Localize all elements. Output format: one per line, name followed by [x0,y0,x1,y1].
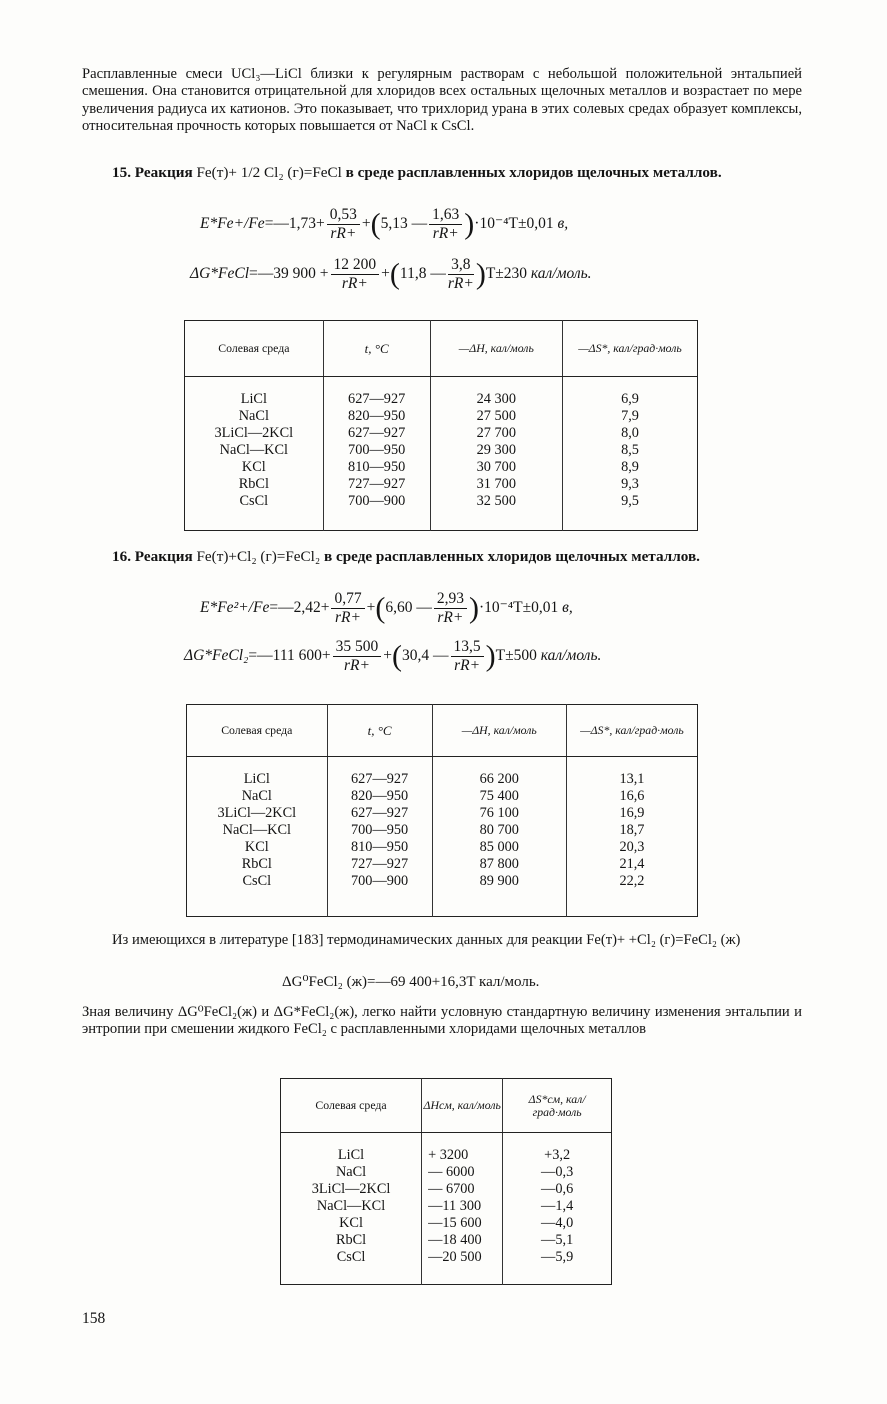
table-cell: 32 500 [476,493,516,509]
table-cell: 27 500 [476,408,516,424]
eq-frac-num: 0,77 [331,590,364,609]
eq-frac-den: rR+ [343,657,370,674]
section16-title-prefix: Реакция [134,548,193,565]
column-medium [185,377,324,531]
column-temp [327,757,432,917]
eq-mid: 6,60 — [385,599,432,617]
table-cell: NaCl [335,1164,367,1180]
eq-tail: ·10⁻⁴T±0,01 [474,215,554,233]
table-cell: NaCl [241,788,272,804]
table-section15 [184,320,698,531]
table-cell: 820—950 [348,408,406,424]
section16-title-suffix: в среде расплавленных хлоридов щелочных металлов. [323,548,700,565]
table-cell: 31 700 [476,476,516,492]
table-cell: 80 700 [479,822,519,838]
table-cell: —0,3 [541,1164,574,1180]
eq-frac-den: rR+ [454,657,481,674]
table-cell: RbCl [241,856,272,872]
eq-frac-den: rR+ [341,275,368,292]
table-cell: 29 300 [476,442,516,458]
table-cell: —5,1 [541,1232,574,1248]
table-cell: 87 800 [479,856,519,872]
table-cell: —18 400 [428,1232,482,1248]
table-cell: — 6000 [428,1164,475,1180]
table-cell: 76 100 [479,805,519,821]
column-temp [323,377,430,531]
literature-paragraph: Из имеющихся в литературе [183] термодинамических данных для реакции Fe(т)+ +Cl₂ (г)=FeCl₂ (ж) [112,932,741,948]
table-cell: 700—900 [348,493,406,509]
section16-heading [82,548,802,567]
column-dh-mix [422,1133,503,1285]
eq-lhs: E*Fe²+/Fe [200,599,270,617]
table-cell: 8,5 [621,442,639,458]
table-cell: 89 900 [479,873,519,889]
table-cell: 727—927 [348,476,406,492]
table-cell: —1,4 [541,1198,574,1214]
section16-number: 16. [112,548,131,565]
eq-frac-den: rR+ [432,225,459,242]
table-cell: — 6700 [428,1181,475,1197]
col-header-dh-mix: ΔHсм, кал/моль [422,1079,503,1133]
table-cell: NaCl—KCl [219,442,288,458]
intro-paragraph: Расплавленные смеси UCl₃—LiCl близки к регулярным растворам с небольшой положительной энтальпией смешения. Она становится отрицательной для хлоридов всех остальных щелочных металлов и возрастает по мере увеличения радиуса их катионов. Это показывает, что трихлорид урана в этих солевых средах образует комплексы, относительная прочность которых повышается от NaCl к CsCl. [82,66,802,135]
table-cell: 627—927 [351,805,409,821]
table-cell: 3LiCl—2KCl [217,805,297,821]
section15-title-prefix: Реакция [134,164,193,181]
eq-frac-num: 12 200 [331,256,380,275]
section15-reaction: Fe(т)+ 1/2 Cl₂ (г)=FeCl [196,164,342,181]
column-medium [187,757,328,917]
col-header-dh: —ΔH, кал/моль [430,321,562,377]
eq-unit: в, [562,599,573,617]
table-cell: —5,9 [541,1249,574,1265]
table-cell: 22,2 [619,873,645,889]
column-ds-mix [503,1133,612,1285]
eq-tail: T±500 [495,647,537,665]
table-cell: 21,4 [619,856,645,872]
table-cell: 8,9 [621,459,639,475]
column-dh [430,377,562,531]
table-cell: 13,1 [619,771,645,787]
table-cell: RbCl [335,1232,367,1248]
table-cell: 75 400 [479,788,519,804]
col-header-medium: Солевая среда [185,321,324,377]
col-header-medium: Солевая среда [281,1079,422,1133]
eq-mid: 30,4 — [402,647,449,665]
table-cell: KCl [339,1215,363,1231]
section16-equation-2: ΔG*FeCl₂=—111 600+ $\frac{35 500}{rR+}$ +(30,4 — $\frac{13,5}{rR+}$ )T±500 кал/моль. [184,638,602,674]
table-cell: —0,6 [541,1181,574,1197]
table-cell: 20,3 [619,839,645,855]
eq-tail: T±230 [485,265,528,283]
table-cell: NaCl [238,408,269,424]
section15-equation-1: E*Fe+/Fe=—1,73+ $\frac{0,53}{rR+}$ +(5,13 — $\frac{1,63}{rR+}$ )·10⁻⁴T±0,01 в, [200,206,569,242]
table-cell: NaCl—KCl [316,1198,386,1214]
col-header-ds: —ΔS*, кал/град·моль [566,705,697,757]
eq-frac-num: 0,53 [327,206,360,225]
eq-frac-num: 3,8 [448,256,474,275]
table-cell: —4,0 [541,1215,574,1231]
table-cell: 810—950 [348,459,406,475]
table-cell: LiCl [240,391,267,407]
table-cell: 700—950 [351,822,409,838]
eq-lhs: E*Fe+/Fe [200,215,265,233]
table-cell: —15 600 [428,1215,482,1231]
column-medium [281,1133,422,1285]
table-cell: 727—927 [351,856,409,872]
section15-equation-2: ΔG*FeCl=—39 900 + $\frac{12 200}{rR+}$ +(11,8 — $\frac{3,8}{rR+}$ )T±230 кал/моль. [190,256,592,292]
col-header-temp: t, °C [323,321,430,377]
table-cell: CsCl [242,873,272,889]
eq-frac-den: rR+ [447,275,474,292]
table-cell: 627—927 [348,391,406,407]
table-cell: 700—900 [351,873,409,889]
table-cell: 85 000 [479,839,519,855]
col-header-dh: —ΔH, кал/моль [432,705,566,757]
table-cell: 18,7 [619,822,645,838]
table-cell: 810—950 [351,839,409,855]
table-cell: 9,3 [621,476,639,492]
table-cell: 3LiCl—2KCl [311,1181,391,1197]
table-cell: 8,0 [621,425,639,441]
table-cell: 7,9 [621,408,639,424]
eq-frac-den: rR+ [437,609,464,626]
table-cell: KCl [241,459,266,475]
column-ds [566,757,697,917]
eq-frac-num: 13,5 [451,638,484,657]
table-cell: +3,2 [544,1147,571,1163]
table-cell: 30 700 [476,459,516,475]
eq-mid: 11,8 — [399,265,446,283]
section15-number: 15. [112,164,131,181]
table-cell: 9,5 [621,493,639,509]
eq-mid: 5,13 — [380,215,428,233]
eq-frac-num: 1,63 [429,206,462,225]
eq-frac-den: rR+ [330,225,357,242]
eq-unit: в, [557,215,569,233]
knowing-paragraph: Зная величину ΔG⁰FeCl₂(ж) и ΔG*FeCl₂(ж), легко найти условную стандартную величину изменения энтальпии и энтропии при смешении жидкого FeCl₂ с расплавленными хлоридами щелочных металлов [82,1004,802,1038]
section15-title-suffix: в среде расплавленных хлоридов щелочных металлов. [345,164,722,181]
table-cell: CsCl [336,1249,366,1265]
table-cell: KCl [244,839,269,855]
literature-equation: ΔG⁰FeCl₂ (ж)=—69 400+16,3T кал/моль. [282,974,540,990]
page-number: 158 [82,1310,106,1327]
eq-frac-num: 2,93 [434,590,467,609]
eq-tail: ·10⁻⁴T±0,01 [478,599,559,617]
eq-frac-den: rR+ [335,609,361,626]
table-mixing [280,1078,612,1285]
eq-lhs: ΔG*FeCl₂ [184,647,249,665]
table-cell: —20 500 [428,1249,482,1265]
table-cell: 700—950 [348,442,406,458]
eq-const: =—1,73+ [264,215,325,233]
table-cell: 27 700 [476,425,516,441]
table-cell: NaCl—KCl [222,822,291,838]
col-header-medium: Солевая среда [187,705,328,757]
column-dh [432,757,566,917]
column-ds [563,377,698,531]
section16-reaction: Fe(т)+Cl₂ (г)=FeCl₂ [196,548,321,565]
eq-frac-num: 35 500 [333,638,382,657]
eq-lhs: ΔG*FeCl [190,265,250,283]
col-header-ds: —ΔS*, кал/град·моль [563,321,698,377]
table-cell: —11 300 [428,1198,482,1214]
table-cell: 16,9 [619,805,645,821]
section16-equation-1: E*Fe²+/Fe=—2,42+ $\frac{0,77}{rR+}$ +(6,60 — $\frac{2,93}{rR+}$ )·10⁻⁴T±0,01 в, [200,590,573,626]
table-cell: 3LiCl—2KCl [214,425,294,441]
col-header-ds-mix: ΔS*см, кал/град·моль [503,1079,612,1133]
table-cell: RbCl [238,476,269,492]
table-cell: CsCl [239,493,269,509]
table-cell: 6,9 [621,391,639,407]
eq-const: =—2,42+ [269,599,330,617]
table-cell: 16,6 [619,788,645,804]
eq-unit: кал/моль. [530,265,592,283]
table-cell: 66 200 [479,771,519,787]
table-cell: LiCl [243,771,270,787]
table-cell: 627—927 [351,771,409,787]
eq-unit: кал/моль. [540,647,602,665]
eq-const: =—39 900 + [249,265,329,283]
table-cell: 820—950 [351,788,409,804]
eq-const: =—111 600+ [248,647,331,665]
table-cell: 627—927 [348,425,406,441]
table-section16 [186,704,698,917]
table-cell: LiCl [337,1147,365,1163]
col-header-temp: t, °C [327,705,432,757]
section15-heading [82,164,802,183]
table-cell: 24 300 [476,391,516,407]
table-cell: + 3200 [428,1147,469,1163]
